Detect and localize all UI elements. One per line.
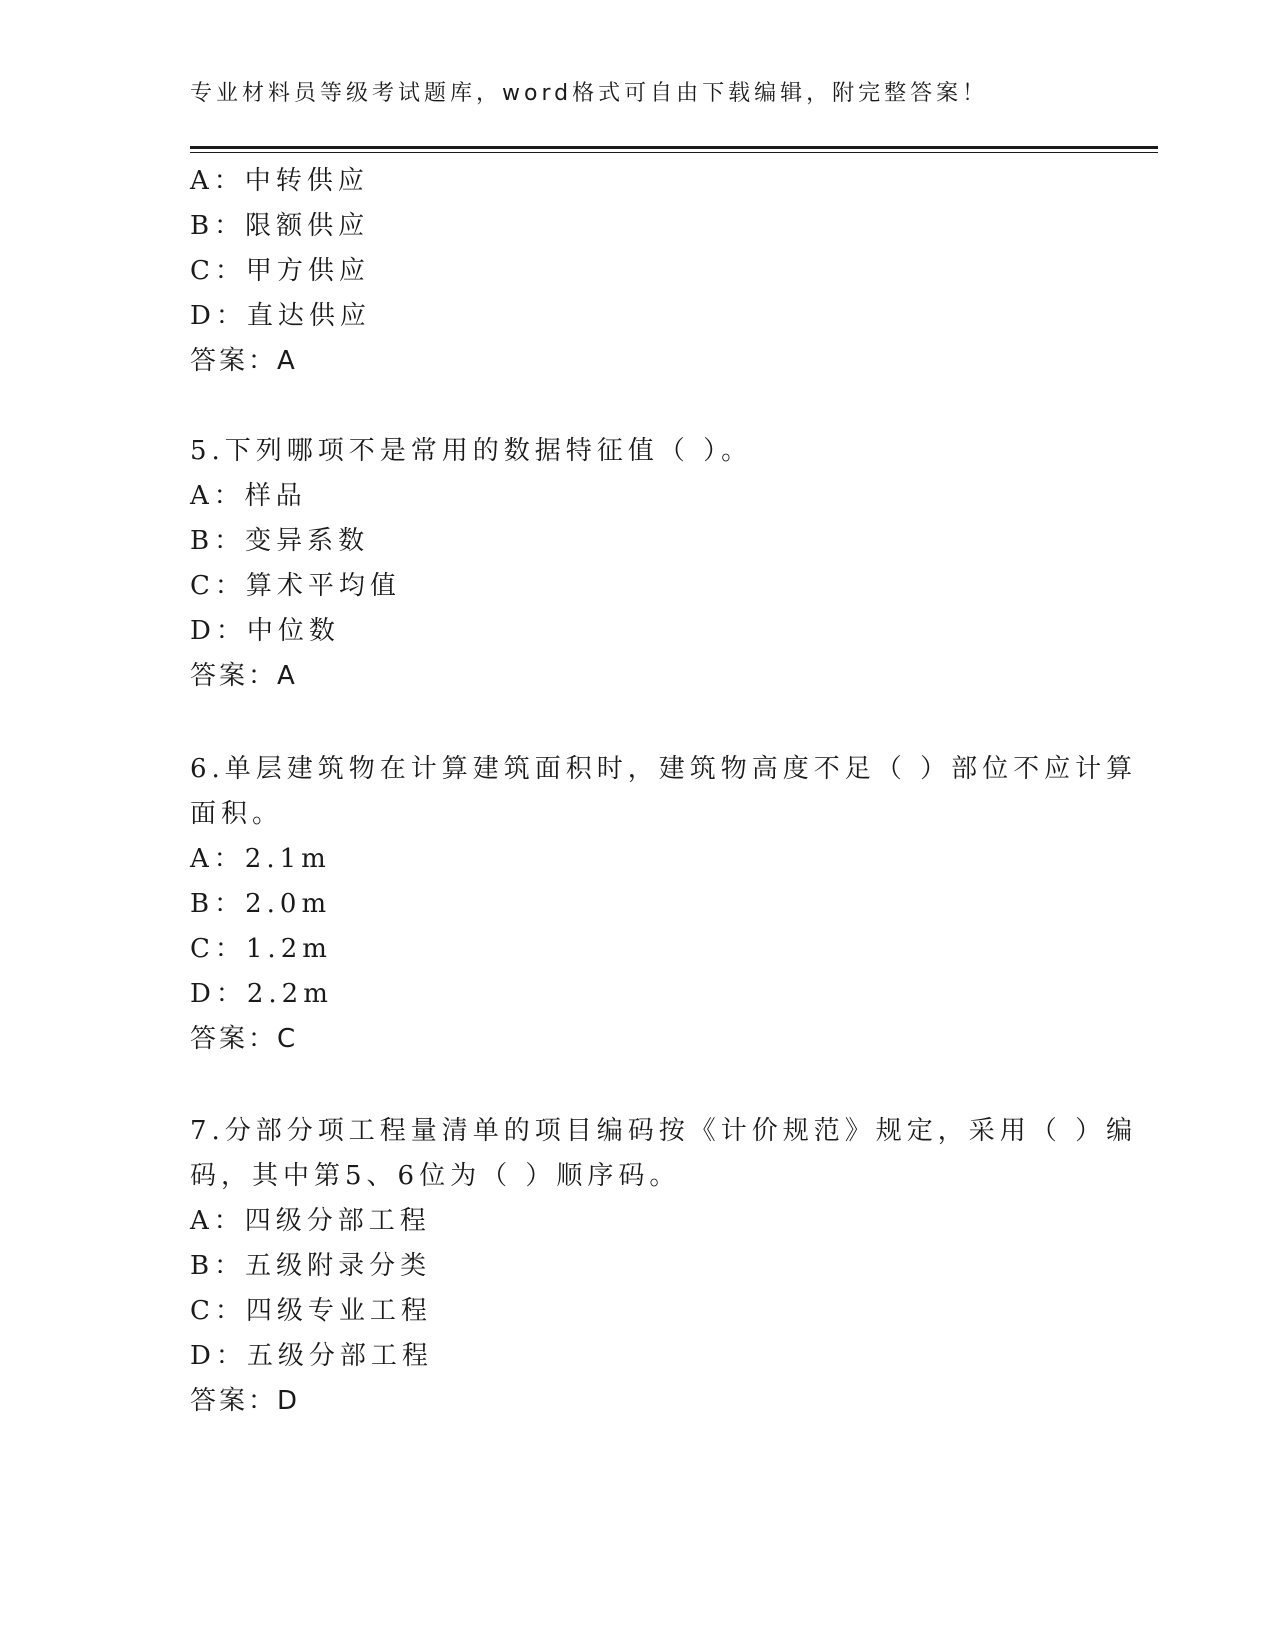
q5-option-d: D：中位数 <box>190 616 340 646</box>
q6-option-d: D：2.2m <box>190 979 333 1009</box>
q6-answer: 答案：C <box>190 1024 299 1054</box>
q5-stem: 5.下列哪项不是常用的数据特征值（ ）。 <box>190 436 753 466</box>
q7-option-d: D：五级分部工程 <box>190 1341 433 1371</box>
prev-answer: 答案：A <box>190 346 298 376</box>
q7-stem-line2: 码，其中第5、6位为（ ）顺序码。 <box>190 1161 681 1191</box>
header-rule-thin <box>190 152 1158 153</box>
q7-option-b: B：五级附录分类 <box>190 1251 432 1281</box>
page-header: 专业材料员等级考试题库，word格式可自由下载编辑，附完整答案！ <box>190 81 989 106</box>
q6-option-c: C：1.2m <box>190 934 332 964</box>
header-rule-thick <box>190 146 1158 149</box>
q5-option-b: B：变异系数 <box>190 526 370 556</box>
prev-option-c: C：甲方供应 <box>190 256 370 286</box>
q5-answer: 答案：A <box>190 661 298 691</box>
q6-option-b: B：2.0m <box>190 889 332 919</box>
q7-answer: 答案：D <box>190 1386 301 1416</box>
q7-option-c: C：四级专业工程 <box>190 1296 432 1326</box>
q6-stem-line2: 面积。 <box>190 799 284 829</box>
q6-option-a: A：2.1m <box>190 844 331 874</box>
q7-option-a: A：四级分部工程 <box>190 1206 431 1236</box>
prev-option-a: A：中转供应 <box>190 166 369 196</box>
q7-stem-line1: 7.分部分项工程量清单的项目编码按《计价规范》规定，采用（ ）编 <box>190 1116 1138 1146</box>
prev-option-b: B：限额供应 <box>190 211 370 241</box>
q5-option-c: C：算术平均值 <box>190 571 401 601</box>
q5-option-a: A：样品 <box>190 481 307 511</box>
prev-option-d: D：直达供应 <box>190 301 371 331</box>
q6-stem-line1: 6.单层建筑物在计算建筑面积时，建筑物高度不足（ ）部位不应计算 <box>190 754 1138 784</box>
